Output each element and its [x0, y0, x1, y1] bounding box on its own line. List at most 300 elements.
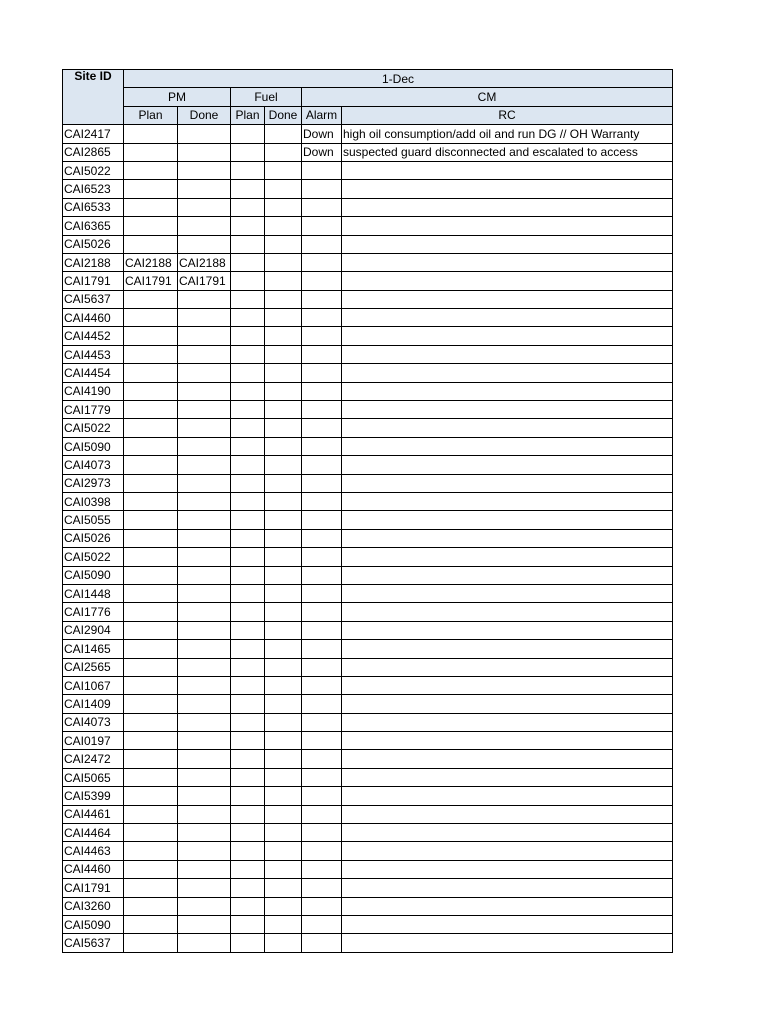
- alarm-cell[interactable]: [302, 934, 342, 952]
- pm-plan-cell[interactable]: CAI2188: [124, 253, 178, 271]
- rc-cell[interactable]: [342, 474, 673, 492]
- site-id-cell[interactable]: CAI1465: [63, 640, 124, 658]
- fuel-done-cell[interactable]: [265, 548, 302, 566]
- site-id-cell[interactable]: CAI4460: [63, 860, 124, 878]
- rc-cell[interactable]: [342, 897, 673, 915]
- alarm-header[interactable]: Alarm: [302, 106, 342, 124]
- pm-done-cell[interactable]: [178, 713, 231, 731]
- fuel-done-cell[interactable]: [265, 456, 302, 474]
- rc-cell[interactable]: [342, 879, 673, 897]
- fuel-done-cell[interactable]: [265, 915, 302, 933]
- alarm-cell[interactable]: [302, 437, 342, 455]
- pm-plan-cell[interactable]: [124, 474, 178, 492]
- site-id-cell[interactable]: CAI5637: [63, 290, 124, 308]
- fuel-plan-cell[interactable]: [231, 492, 265, 510]
- site-id-cell[interactable]: CAI5026: [63, 529, 124, 547]
- pm-plan-cell[interactable]: [124, 787, 178, 805]
- fuel-done-cell[interactable]: [265, 180, 302, 198]
- site-id-cell[interactable]: CAI1067: [63, 676, 124, 694]
- fuel-plan-cell[interactable]: [231, 879, 265, 897]
- pm-plan-cell[interactable]: [124, 842, 178, 860]
- pm-done-cell[interactable]: [178, 842, 231, 860]
- rc-cell[interactable]: [342, 529, 673, 547]
- fuel-done-cell[interactable]: [265, 474, 302, 492]
- site-id-cell[interactable]: CAI5026: [63, 235, 124, 253]
- pm-done-cell[interactable]: [178, 566, 231, 584]
- alarm-cell[interactable]: [302, 364, 342, 382]
- pm-done-cell[interactable]: [178, 309, 231, 327]
- alarm-cell[interactable]: [302, 492, 342, 510]
- fuel-plan-cell[interactable]: [231, 713, 265, 731]
- fuel-done-cell[interactable]: [265, 125, 302, 143]
- alarm-cell[interactable]: [302, 768, 342, 786]
- site-id-cell[interactable]: CAI5055: [63, 511, 124, 529]
- rc-cell[interactable]: [342, 401, 673, 419]
- rc-cell[interactable]: [342, 713, 673, 731]
- alarm-cell[interactable]: [302, 603, 342, 621]
- alarm-cell[interactable]: [302, 676, 342, 694]
- alarm-cell[interactable]: [302, 787, 342, 805]
- pm-done-cell[interactable]: [178, 640, 231, 658]
- pm-plan-cell[interactable]: [124, 143, 178, 161]
- fuel-plan-cell[interactable]: [231, 658, 265, 676]
- fuel-done-cell[interactable]: [265, 198, 302, 216]
- pm-done-cell[interactable]: [178, 235, 231, 253]
- pm-done-cell[interactable]: [178, 824, 231, 842]
- site-id-cell[interactable]: CAI4073: [63, 713, 124, 731]
- rc-cell[interactable]: [342, 511, 673, 529]
- pm-done-cell[interactable]: [178, 787, 231, 805]
- rc-cell[interactable]: [342, 658, 673, 676]
- pm-done-cell[interactable]: [178, 603, 231, 621]
- fuel-plan-cell[interactable]: [231, 750, 265, 768]
- rc-cell[interactable]: [342, 584, 673, 602]
- alarm-cell[interactable]: [302, 695, 342, 713]
- alarm-cell[interactable]: [302, 842, 342, 860]
- site-id-cell[interactable]: CAI2188: [63, 253, 124, 271]
- pm-plan-cell[interactable]: [124, 161, 178, 179]
- pm-done-cell[interactable]: [178, 805, 231, 823]
- alarm-cell[interactable]: [302, 235, 342, 253]
- pm-plan-cell[interactable]: [124, 621, 178, 639]
- fuel-plan-cell[interactable]: [231, 824, 265, 842]
- fuel-done-cell[interactable]: [265, 805, 302, 823]
- alarm-cell[interactable]: [302, 345, 342, 363]
- rc-cell[interactable]: [342, 695, 673, 713]
- alarm-cell[interactable]: [302, 198, 342, 216]
- fuel-plan-cell[interactable]: [231, 235, 265, 253]
- pm-plan-cell[interactable]: [124, 290, 178, 308]
- fuel-plan-cell[interactable]: [231, 529, 265, 547]
- fuel-done-cell[interactable]: [265, 235, 302, 253]
- alarm-cell[interactable]: [302, 566, 342, 584]
- alarm-cell[interactable]: Down: [302, 125, 342, 143]
- alarm-cell[interactable]: [302, 824, 342, 842]
- fuel-done-cell[interactable]: [265, 401, 302, 419]
- rc-cell[interactable]: [342, 327, 673, 345]
- fuel-plan-cell[interactable]: [231, 842, 265, 860]
- alarm-cell[interactable]: [302, 474, 342, 492]
- pm-plan-cell[interactable]: [124, 879, 178, 897]
- fuel-done-cell[interactable]: [265, 676, 302, 694]
- rc-cell[interactable]: [342, 235, 673, 253]
- fuel-done-cell[interactable]: [265, 787, 302, 805]
- fuel-plan-cell[interactable]: [231, 125, 265, 143]
- fuel-done-cell[interactable]: [265, 824, 302, 842]
- pm-plan-cell[interactable]: [124, 750, 178, 768]
- fuel-done-cell[interactable]: [265, 217, 302, 235]
- pm-done-cell[interactable]: [178, 437, 231, 455]
- rc-cell[interactable]: [342, 860, 673, 878]
- site-id-cell[interactable]: CAI5090: [63, 566, 124, 584]
- rc-cell[interactable]: [342, 842, 673, 860]
- site-id-cell[interactable]: CAI4453: [63, 345, 124, 363]
- site-id-cell[interactable]: CAI5022: [63, 419, 124, 437]
- pm-plan-header[interactable]: Plan: [124, 106, 178, 124]
- fuel-plan-cell[interactable]: [231, 474, 265, 492]
- fuel-done-cell[interactable]: [265, 732, 302, 750]
- rc-cell[interactable]: [342, 217, 673, 235]
- alarm-cell[interactable]: [302, 511, 342, 529]
- pm-plan-cell[interactable]: [124, 529, 178, 547]
- cm-header[interactable]: CM: [302, 88, 673, 106]
- pm-plan-cell[interactable]: [124, 492, 178, 510]
- pm-plan-cell[interactable]: [124, 640, 178, 658]
- fuel-plan-cell[interactable]: [231, 401, 265, 419]
- pm-plan-cell[interactable]: [124, 860, 178, 878]
- rc-cell[interactable]: [342, 437, 673, 455]
- pm-done-cell[interactable]: [178, 676, 231, 694]
- fuel-plan-cell[interactable]: [231, 676, 265, 694]
- fuel-plan-cell[interactable]: [231, 198, 265, 216]
- rc-cell[interactable]: [342, 915, 673, 933]
- pm-done-cell[interactable]: [178, 548, 231, 566]
- fuel-plan-cell[interactable]: [231, 787, 265, 805]
- fuel-plan-cell[interactable]: [231, 309, 265, 327]
- site-id-cell[interactable]: CAI2865: [63, 143, 124, 161]
- site-id-cell[interactable]: CAI0398: [63, 492, 124, 510]
- site-id-cell[interactable]: CAI1409: [63, 695, 124, 713]
- fuel-plan-cell[interactable]: [231, 732, 265, 750]
- pm-done-header[interactable]: Done: [178, 106, 231, 124]
- pm-plan-cell[interactable]: [124, 713, 178, 731]
- pm-plan-cell[interactable]: [124, 566, 178, 584]
- date-header[interactable]: 1-Dec: [124, 70, 673, 88]
- pm-done-cell[interactable]: [178, 897, 231, 915]
- alarm-cell[interactable]: [302, 327, 342, 345]
- pm-done-cell[interactable]: [178, 879, 231, 897]
- rc-cell[interactable]: [342, 824, 673, 842]
- pm-done-cell[interactable]: [178, 492, 231, 510]
- rc-cell[interactable]: [342, 768, 673, 786]
- fuel-plan-cell[interactable]: [231, 345, 265, 363]
- site-id-cell[interactable]: CAI5637: [63, 934, 124, 952]
- site-id-cell[interactable]: CAI5022: [63, 161, 124, 179]
- pm-done-cell[interactable]: [178, 327, 231, 345]
- site-id-cell[interactable]: CAI5022: [63, 548, 124, 566]
- fuel-plan-cell[interactable]: [231, 768, 265, 786]
- site-id-cell[interactable]: CAI1779: [63, 401, 124, 419]
- fuel-plan-cell[interactable]: [231, 364, 265, 382]
- pm-done-cell[interactable]: [178, 474, 231, 492]
- site-id-cell[interactable]: CAI1776: [63, 603, 124, 621]
- fuel-done-cell[interactable]: [265, 566, 302, 584]
- fuel-plan-cell[interactable]: [231, 640, 265, 658]
- site-id-cell[interactable]: CAI5399: [63, 787, 124, 805]
- alarm-cell[interactable]: [302, 640, 342, 658]
- site-id-cell[interactable]: CAI6533: [63, 198, 124, 216]
- fuel-plan-cell[interactable]: [231, 805, 265, 823]
- pm-done-cell[interactable]: [178, 180, 231, 198]
- fuel-done-cell[interactable]: [265, 511, 302, 529]
- fuel-done-cell[interactable]: [265, 621, 302, 639]
- pm-plan-cell[interactable]: [124, 437, 178, 455]
- rc-cell[interactable]: [342, 309, 673, 327]
- alarm-cell[interactable]: [302, 915, 342, 933]
- pm-done-cell[interactable]: [178, 768, 231, 786]
- fuel-plan-cell[interactable]: [231, 603, 265, 621]
- fuel-plan-cell[interactable]: [231, 897, 265, 915]
- pm-done-cell[interactable]: [178, 750, 231, 768]
- rc-cell[interactable]: [342, 787, 673, 805]
- rc-cell[interactable]: [342, 640, 673, 658]
- pm-done-cell[interactable]: [178, 621, 231, 639]
- fuel-header[interactable]: Fuel: [231, 88, 302, 106]
- pm-done-cell[interactable]: CAI1791: [178, 272, 231, 290]
- fuel-plan-cell[interactable]: [231, 566, 265, 584]
- rc-cell[interactable]: [342, 566, 673, 584]
- fuel-done-cell[interactable]: [265, 768, 302, 786]
- fuel-done-cell[interactable]: [265, 713, 302, 731]
- rc-cell[interactable]: [342, 272, 673, 290]
- site-id-cell[interactable]: CAI4460: [63, 309, 124, 327]
- site-id-cell[interactable]: CAI4452: [63, 327, 124, 345]
- pm-done-cell[interactable]: [178, 419, 231, 437]
- rc-cell[interactable]: [342, 290, 673, 308]
- fuel-done-cell[interactable]: [265, 695, 302, 713]
- fuel-done-cell[interactable]: [265, 364, 302, 382]
- site-id-cell[interactable]: CAI4073: [63, 456, 124, 474]
- site-id-cell[interactable]: CAI2565: [63, 658, 124, 676]
- rc-cell[interactable]: [342, 621, 673, 639]
- fuel-plan-cell[interactable]: [231, 143, 265, 161]
- pm-done-cell[interactable]: [178, 382, 231, 400]
- pm-plan-cell[interactable]: [124, 456, 178, 474]
- fuel-done-cell[interactable]: [265, 603, 302, 621]
- fuel-done-cell[interactable]: [265, 658, 302, 676]
- fuel-plan-cell[interactable]: [231, 272, 265, 290]
- fuel-done-cell[interactable]: [265, 327, 302, 345]
- site-id-cell[interactable]: CAI4464: [63, 824, 124, 842]
- rc-cell[interactable]: [342, 253, 673, 271]
- fuel-plan-cell[interactable]: [231, 419, 265, 437]
- fuel-plan-cell[interactable]: [231, 584, 265, 602]
- fuel-plan-cell[interactable]: [231, 382, 265, 400]
- rc-cell[interactable]: suspected guard disconnected and escalated to access: [342, 143, 673, 161]
- pm-done-cell[interactable]: [178, 529, 231, 547]
- alarm-cell[interactable]: [302, 897, 342, 915]
- fuel-done-cell[interactable]: [265, 143, 302, 161]
- alarm-cell[interactable]: [302, 750, 342, 768]
- pm-done-cell[interactable]: [178, 161, 231, 179]
- fuel-done-cell[interactable]: [265, 934, 302, 952]
- pm-plan-cell[interactable]: [124, 345, 178, 363]
- rc-cell[interactable]: [342, 548, 673, 566]
- alarm-cell[interactable]: [302, 456, 342, 474]
- fuel-done-cell[interactable]: [265, 584, 302, 602]
- fuel-done-header[interactable]: Done: [265, 106, 302, 124]
- pm-plan-cell[interactable]: [124, 419, 178, 437]
- pm-plan-cell[interactable]: [124, 768, 178, 786]
- site-id-cell[interactable]: CAI1448: [63, 584, 124, 602]
- site-id-header[interactable]: Site ID: [63, 70, 124, 125]
- rc-cell[interactable]: [342, 161, 673, 179]
- fuel-plan-cell[interactable]: [231, 915, 265, 933]
- fuel-plan-cell[interactable]: [231, 695, 265, 713]
- pm-done-cell[interactable]: [178, 198, 231, 216]
- fuel-plan-cell[interactable]: [231, 621, 265, 639]
- pm-plan-cell[interactable]: [124, 676, 178, 694]
- pm-header[interactable]: PM: [124, 88, 231, 106]
- site-id-cell[interactable]: CAI5065: [63, 768, 124, 786]
- rc-cell[interactable]: [342, 492, 673, 510]
- pm-done-cell[interactable]: [178, 345, 231, 363]
- fuel-plan-cell[interactable]: [231, 548, 265, 566]
- pm-plan-cell[interactable]: [124, 548, 178, 566]
- pm-plan-cell[interactable]: [124, 125, 178, 143]
- rc-cell[interactable]: [342, 456, 673, 474]
- fuel-plan-cell[interactable]: [231, 161, 265, 179]
- rc-cell[interactable]: [342, 603, 673, 621]
- pm-plan-cell[interactable]: [124, 180, 178, 198]
- alarm-cell[interactable]: [302, 713, 342, 731]
- fuel-plan-cell[interactable]: [231, 456, 265, 474]
- site-id-cell[interactable]: CAI2472: [63, 750, 124, 768]
- rc-cell[interactable]: [342, 676, 673, 694]
- alarm-cell[interactable]: [302, 732, 342, 750]
- pm-plan-cell[interactable]: [124, 695, 178, 713]
- fuel-done-cell[interactable]: [265, 860, 302, 878]
- pm-done-cell[interactable]: [178, 125, 231, 143]
- rc-cell[interactable]: [342, 750, 673, 768]
- pm-plan-cell[interactable]: CAI1791: [124, 272, 178, 290]
- fuel-done-cell[interactable]: [265, 272, 302, 290]
- alarm-cell[interactable]: [302, 401, 342, 419]
- fuel-done-cell[interactable]: [265, 492, 302, 510]
- site-id-cell[interactable]: CAI2904: [63, 621, 124, 639]
- pm-plan-cell[interactable]: [124, 382, 178, 400]
- alarm-cell[interactable]: Down: [302, 143, 342, 161]
- alarm-cell[interactable]: [302, 805, 342, 823]
- pm-done-cell[interactable]: CAI2188: [178, 253, 231, 271]
- pm-plan-cell[interactable]: [124, 732, 178, 750]
- site-id-cell[interactable]: CAI4190: [63, 382, 124, 400]
- pm-done-cell[interactable]: [178, 915, 231, 933]
- pm-plan-cell[interactable]: [124, 511, 178, 529]
- pm-plan-cell[interactable]: [124, 824, 178, 842]
- pm-done-cell[interactable]: [178, 143, 231, 161]
- pm-plan-cell[interactable]: [124, 401, 178, 419]
- pm-plan-cell[interactable]: [124, 805, 178, 823]
- alarm-cell[interactable]: [302, 529, 342, 547]
- fuel-done-cell[interactable]: [265, 437, 302, 455]
- site-id-cell[interactable]: CAI1791: [63, 879, 124, 897]
- pm-plan-cell[interactable]: [124, 235, 178, 253]
- fuel-done-cell[interactable]: [265, 842, 302, 860]
- fuel-plan-cell[interactable]: [231, 511, 265, 529]
- alarm-cell[interactable]: [302, 180, 342, 198]
- site-id-cell[interactable]: CAI6523: [63, 180, 124, 198]
- rc-cell[interactable]: [342, 934, 673, 952]
- fuel-done-cell[interactable]: [265, 419, 302, 437]
- pm-plan-cell[interactable]: [124, 915, 178, 933]
- pm-done-cell[interactable]: [178, 511, 231, 529]
- site-id-cell[interactable]: CAI6365: [63, 217, 124, 235]
- site-id-cell[interactable]: CAI5090: [63, 437, 124, 455]
- fuel-plan-cell[interactable]: [231, 217, 265, 235]
- pm-plan-cell[interactable]: [124, 934, 178, 952]
- fuel-plan-cell[interactable]: [231, 180, 265, 198]
- fuel-done-cell[interactable]: [265, 345, 302, 363]
- rc-cell[interactable]: [342, 419, 673, 437]
- fuel-done-cell[interactable]: [265, 750, 302, 768]
- rc-cell[interactable]: [342, 805, 673, 823]
- site-id-cell[interactable]: CAI3260: [63, 897, 124, 915]
- fuel-plan-cell[interactable]: [231, 253, 265, 271]
- pm-done-cell[interactable]: [178, 658, 231, 676]
- pm-plan-cell[interactable]: [124, 198, 178, 216]
- pm-done-cell[interactable]: [178, 732, 231, 750]
- pm-plan-cell[interactable]: [124, 658, 178, 676]
- pm-plan-cell[interactable]: [124, 327, 178, 345]
- fuel-plan-cell[interactable]: [231, 437, 265, 455]
- site-id-cell[interactable]: CAI4454: [63, 364, 124, 382]
- fuel-plan-cell[interactable]: [231, 860, 265, 878]
- pm-done-cell[interactable]: [178, 217, 231, 235]
- pm-done-cell[interactable]: [178, 934, 231, 952]
- pm-done-cell[interactable]: [178, 860, 231, 878]
- site-id-cell[interactable]: CAI4463: [63, 842, 124, 860]
- pm-done-cell[interactable]: [178, 401, 231, 419]
- fuel-done-cell[interactable]: [265, 309, 302, 327]
- alarm-cell[interactable]: [302, 548, 342, 566]
- pm-done-cell[interactable]: [178, 364, 231, 382]
- fuel-done-cell[interactable]: [265, 897, 302, 915]
- fuel-plan-cell[interactable]: [231, 934, 265, 952]
- fuel-done-cell[interactable]: [265, 253, 302, 271]
- pm-done-cell[interactable]: [178, 290, 231, 308]
- alarm-cell[interactable]: [302, 290, 342, 308]
- fuel-plan-cell[interactable]: [231, 290, 265, 308]
- fuel-done-cell[interactable]: [265, 290, 302, 308]
- site-id-cell[interactable]: CAI1791: [63, 272, 124, 290]
- site-id-cell[interactable]: CAI2973: [63, 474, 124, 492]
- alarm-cell[interactable]: [302, 217, 342, 235]
- alarm-cell[interactable]: [302, 879, 342, 897]
- site-id-cell[interactable]: CAI4461: [63, 805, 124, 823]
- rc-cell[interactable]: [342, 732, 673, 750]
- alarm-cell[interactable]: [302, 382, 342, 400]
- pm-plan-cell[interactable]: [124, 217, 178, 235]
- rc-cell[interactable]: [342, 180, 673, 198]
- rc-cell[interactable]: [342, 198, 673, 216]
- fuel-plan-header[interactable]: Plan: [231, 106, 265, 124]
- site-id-cell[interactable]: CAI0197: [63, 732, 124, 750]
- pm-done-cell[interactable]: [178, 456, 231, 474]
- alarm-cell[interactable]: [302, 309, 342, 327]
- pm-done-cell[interactable]: [178, 584, 231, 602]
- fuel-plan-cell[interactable]: [231, 327, 265, 345]
